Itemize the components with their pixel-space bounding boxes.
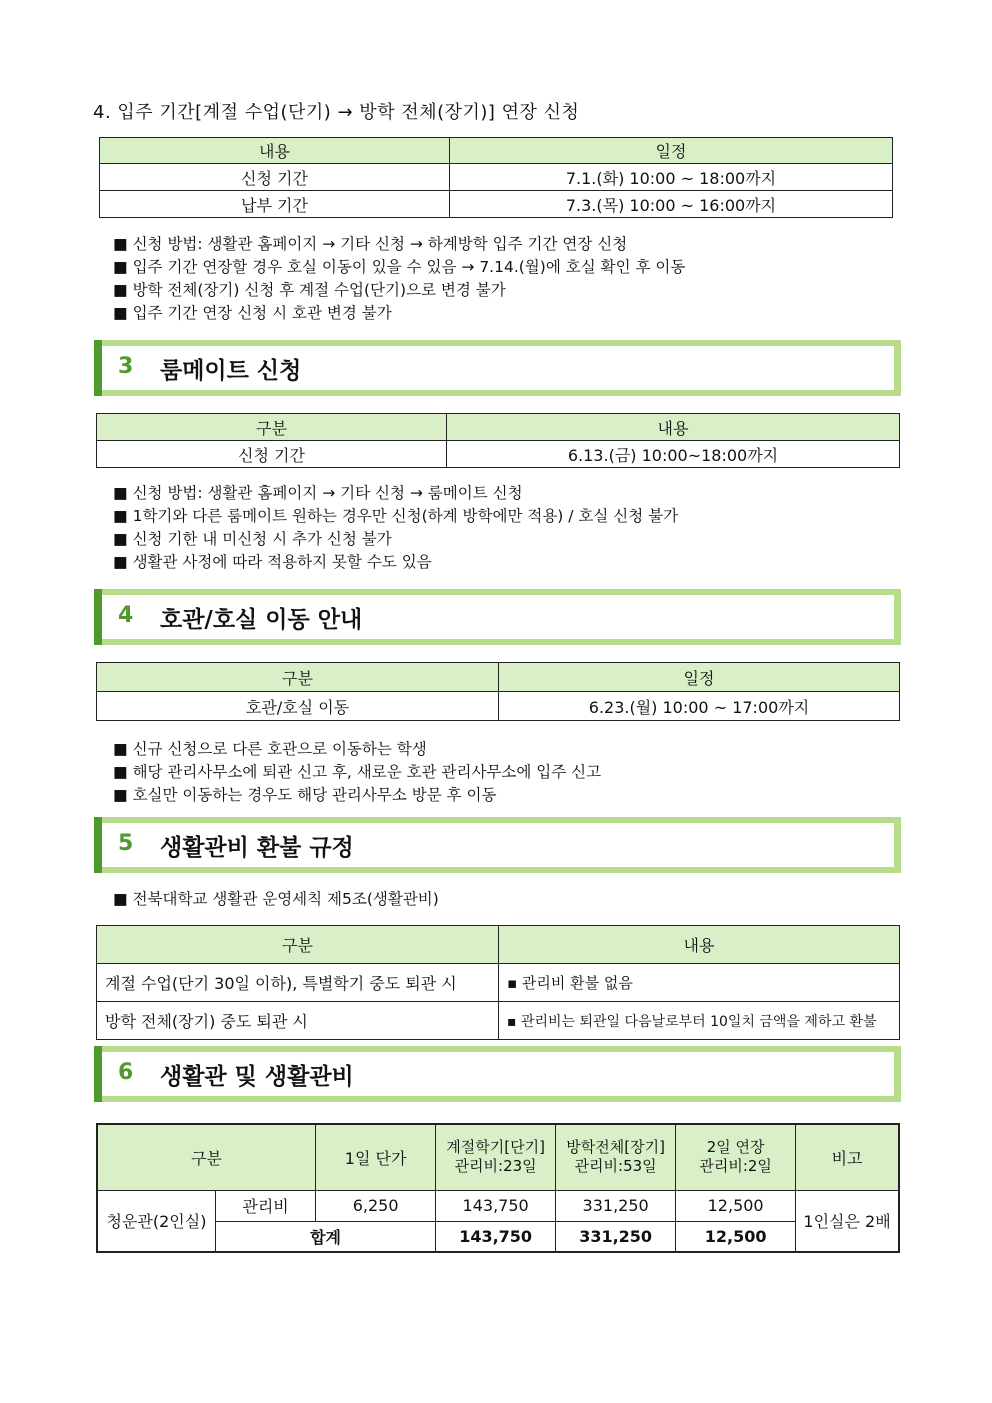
total-label-cell: 합계: [216, 1221, 436, 1252]
total-cell: 331,250: [556, 1221, 676, 1252]
header-cell: [676, 1124, 796, 1190]
section-banner: [94, 817, 901, 873]
table-cell: 7.3.(목) 10:00 ~ 16:00까지: [450, 191, 893, 218]
list-item: ■ 방학 전체(장기) 신청 후 계절 수업(단기)으로 변경 불가: [113, 279, 685, 302]
header-line: 관리비:2일: [699, 1157, 772, 1176]
header-cell: [556, 1124, 676, 1190]
remark-cell: 1인실은 2배: [796, 1190, 899, 1252]
header-line: 방학전체[장기]: [566, 1138, 665, 1157]
header-cell: 내용: [100, 138, 450, 164]
refund-table: [96, 925, 900, 1040]
list-item: ■ 신청 방법: 생활관 홈페이지 → 기타 신청 → 하계방학 입주 기간 연장 신청: [113, 233, 685, 256]
total-cell: 143,750: [436, 1221, 556, 1252]
room-move-table: [96, 662, 900, 721]
header-cell: 구분: [97, 1124, 316, 1190]
table-cell: 12,500: [676, 1190, 796, 1221]
list-item: ■ 1학기와 다른 룸메이트 원하는 경우만 신청(하계 방학에만 적용) / 호실 신청 불가: [113, 505, 678, 528]
section-title: 룸메이트 신청: [160, 358, 302, 384]
header-cell: 비고: [796, 1124, 899, 1190]
header-line: 계절학기[단기]: [446, 1138, 545, 1157]
hall-cell: 청운관(2인실): [97, 1190, 216, 1252]
header-cell: 내용: [447, 414, 900, 441]
bullet-list: [113, 738, 601, 807]
header-line: 관리비:23일: [454, 1157, 537, 1176]
table-cell: 계절 수업(단기 30일 이하), 특별학기 중도 퇴관 시: [97, 964, 499, 1002]
section-banner: [94, 589, 901, 645]
table-cell: 6,250: [316, 1190, 436, 1221]
header-cell: 구분: [97, 926, 499, 964]
header-cell: [436, 1124, 556, 1190]
table-cell: 6.13.(금) 10:00~18:00까지: [447, 441, 900, 468]
table-cell: 방학 전체(장기) 중도 퇴관 시: [97, 1002, 499, 1040]
header-cell: 구분: [97, 663, 499, 692]
table-cell: 호관/호실 이동: [97, 692, 499, 721]
table-cell: ▪ 관리비 환불 없음: [499, 964, 900, 1002]
table-cell: 331,250: [556, 1190, 676, 1221]
bullet-list: [113, 888, 439, 911]
list-item: ■ 생활관 사정에 따라 적용하지 못할 수도 있음: [113, 551, 678, 574]
header-cell: 일정: [450, 138, 893, 164]
header-cell: 일정: [499, 663, 900, 692]
fee-table: [96, 1123, 900, 1253]
section-number: 3: [118, 354, 134, 379]
list-item: ■ 신청 방법: 생활관 홈페이지 → 기타 신청 → 룸메이트 신청: [113, 482, 678, 505]
extension-schedule-table: [99, 137, 893, 218]
table-cell: 6.23.(월) 10:00 ~ 17:00까지: [499, 692, 900, 721]
list-item: ■ 입주 기간 연장할 경우 호실 이동이 있을 수 있음 → 7.14.(월)에 호실 확인 후 이동: [113, 256, 685, 279]
bullet-list: [113, 233, 685, 325]
header-line: 2일 연장: [706, 1138, 765, 1157]
roommate-table: [96, 413, 900, 468]
section-title: 생활관비 환불 규정: [160, 835, 354, 861]
bullet-list: [113, 482, 678, 574]
list-item: ■ 전북대학교 생활관 운영세칙 제5조(생활관비): [113, 888, 439, 911]
subsection-title: 4. 입주 기간[계절 수업(단기) → 방학 전체(장기)] 연장 신청: [93, 102, 580, 123]
list-item: ■ 호실만 이동하는 경우도 해당 관리사무소 방문 후 이동: [113, 784, 601, 807]
table-cell: 신청 기간: [97, 441, 447, 468]
list-item: ■ 신청 기한 내 미신청 시 추가 신청 불가: [113, 528, 678, 551]
table-cell: ▪ 관리비는 퇴관일 다음날로부터 10일치 금액을 제하고 환불: [499, 1002, 900, 1040]
section-number: 4: [118, 603, 134, 628]
section-number: 5: [118, 831, 134, 856]
table-cell: 관리비: [216, 1190, 316, 1221]
header-cell: 내용: [499, 926, 900, 964]
section-title: 생활관 및 생활관비: [160, 1064, 354, 1090]
header-cell: 1일 단가: [316, 1124, 436, 1190]
list-item: ■ 신규 신청으로 다른 호관으로 이동하는 학생: [113, 738, 601, 761]
section-banner: [94, 1046, 901, 1102]
table-cell: 납부 기간: [100, 191, 450, 218]
table-cell: 7.1.(화) 10:00 ~ 18:00까지: [450, 164, 893, 191]
header-line: 관리비:53일: [574, 1157, 657, 1176]
list-item: ■ 입주 기간 연장 신청 시 호관 변경 불가: [113, 302, 685, 325]
total-cell: 12,500: [676, 1221, 796, 1252]
header-cell: 구분: [97, 414, 447, 441]
table-cell: 신청 기간: [100, 164, 450, 191]
list-item: ■ 해당 관리사무소에 퇴관 신고 후, 새로운 호관 관리사무소에 입주 신고: [113, 761, 601, 784]
section-title: 호관/호실 이동 안내: [160, 607, 363, 633]
section-number: 6: [118, 1060, 134, 1085]
section-banner: [94, 340, 901, 396]
table-cell: 143,750: [436, 1190, 556, 1221]
